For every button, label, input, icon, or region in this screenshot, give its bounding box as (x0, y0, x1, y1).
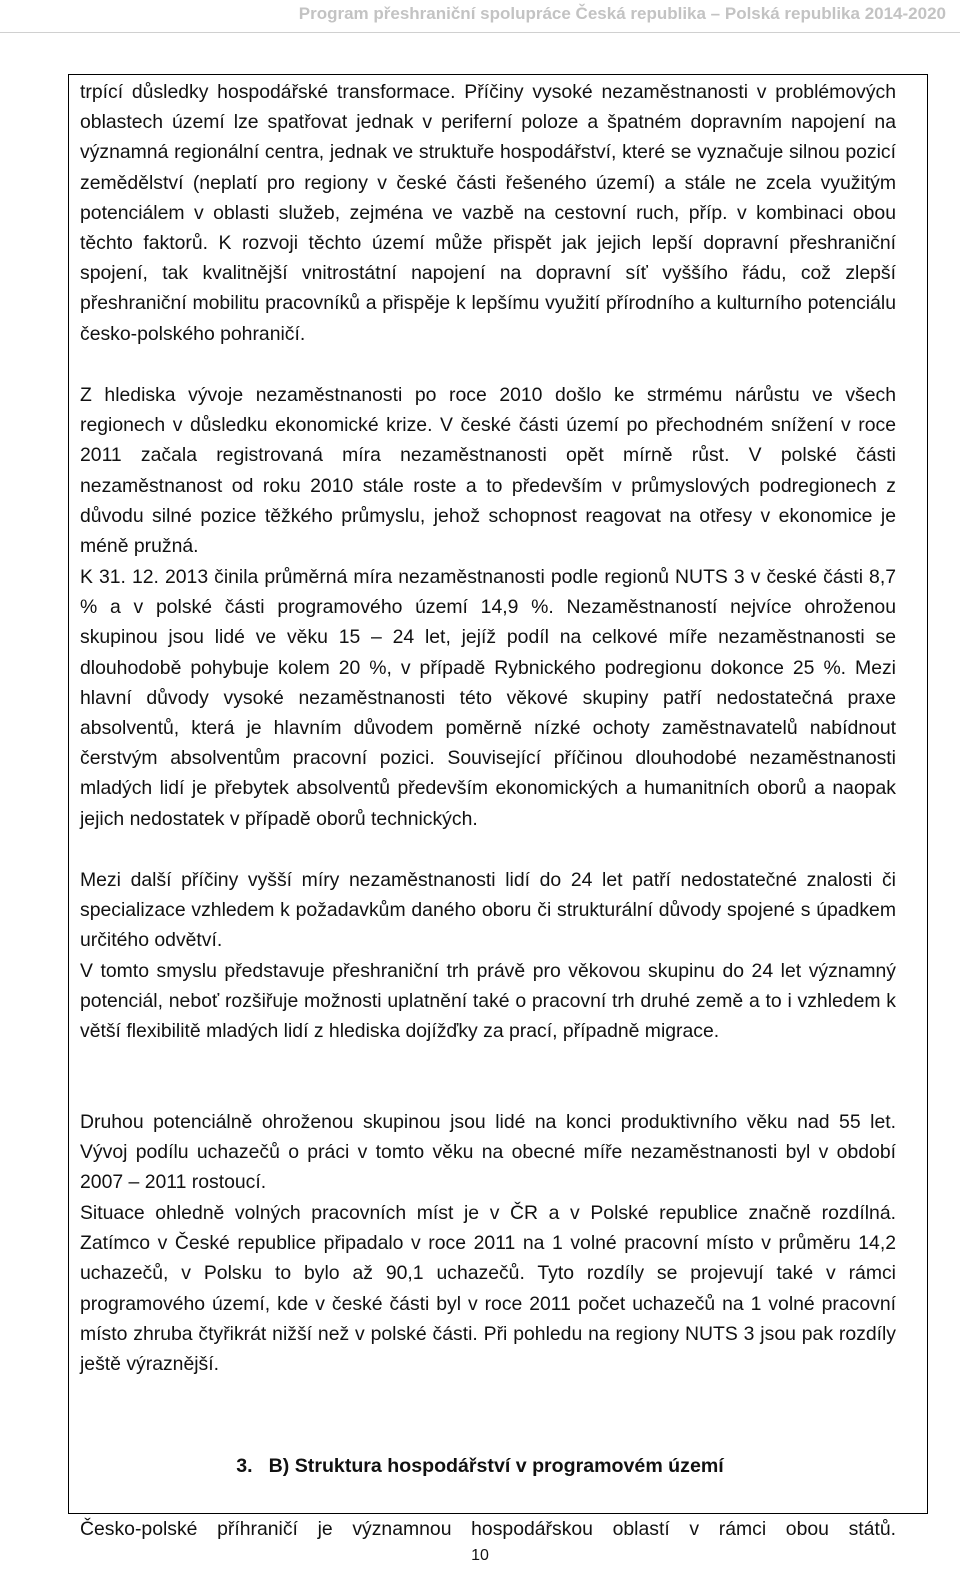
paragraph-further-causes: Mezi další příčiny vyšší míry nezaměstnanosti lidí do 24 let patří nedostatečné znalosti či specializace vzhledem k požadavkům daného oboru či strukturální důvody spojené s úpadkem určitého odvětví. (80, 869, 896, 952)
running-header: Program přeshraniční spolupráce Česká republika – Polská republika 2014-2020 (298, 4, 946, 23)
section-intro-text: Česko-polské příhraničí je významnou hospodářskou oblastí v rámci obou států. (80, 1518, 896, 1540)
paragraph-older-workers: Druhou potenciálně ohroženou skupinou jsou lidé na konci produktivního věku nad 55 let. Vývoj podílu uchazečů o práci v tomto věku na obecné míře nezaměstnanosti byl v období 2007 – 2011 rostoucí. (80, 1111, 896, 1194)
section-title: B) Struktura hospodářství v programovém území (268, 1455, 724, 1477)
page-number: 10 (471, 1547, 489, 1564)
header-rule (0, 32, 960, 33)
section-number: 3. (236, 1455, 253, 1477)
paragraph-unemployment-development: Z hlediska vývoje nezaměstnanosti po roce 2010 došlo ke strmému nárůstu ve všech regionech v důsledku ekonomické krize. V české části území po přechodném snížení v roce 2011 začala registrovaná míra nezaměstnanosti opět mírně růst. V polské části nezaměstnanost od roku 2010 stále roste a to především v průmyslových podregionech z důvodu silné pozice těžkého průmyslu, jehož schopnost reagovat na otřesy v ekonomice je méně pružná. (80, 384, 896, 558)
paragraph-cross-border-market: V tomto smyslu představuje přeshraniční trh právě pro věkovou skupinu do 24 let významný potenciál, neboť rozšiřuje možnosti uplatnění také o pracovní trh druhé země a to i vzhledem k větší flexibilitě mladých lidí z hlediska dojížďky za prací, případně migrace. (80, 960, 896, 1043)
paragraph-unemployment-causes: trpící důsledky hospodářské transformace. Příčiny vysoké nezaměstnanosti v problémových oblastech území lze spatřovat jednak v periferní poloze a špatném dopravním napojení na významná regionální centra, jednak ve struktuře hospodářství, které se vyznačuje silnou pozicí zemědělství (neplatí pro regiony v české části řešeného území) a stále ne zcela využitým potenciálem v oblasti služeb, zejména ve vazbě na cestovní ruch, příp. v kombinaci obou těchto faktorů. K rozvoji těchto území může přispět jak jejich lepší dopravní přeshraniční spojení, tak kvalitnější vnitrostátní napojení na dopravní síť vyššího řádu, což zlepší přeshraniční mobilitu pracovníků a přispěje k lepšímu využití přírodního a kulturního potenciálu česko-polského pohraničí. (80, 81, 896, 345)
paragraph-unemployment-rate: K 31. 12. 2013 činila průměrná míra nezaměstnanosti podle regionů NUTS 3 v české části 8,7 % a v polské části programového území 14,9 %. Nezaměstnaností nejvíce ohroženou skupinou jsou lidé ve věku 15 – 24 let, jejíž podíl na celkové míře nezaměstnanosti se dlouhodobě pohybuje kolem 20 %, v případě Rybnického podregionu dokonce 25 %. Mezi hlavní důvody vysoké nezaměstnanosti této věkové skupiny patří nedostatečná praxe absolventů, která je hlavním důvodem poměrně nízké ochoty zaměstnavatelů nabídnout čerstvým absolventům pracovní pozici. Související příčinou dlouhodobé nezaměstnanosti mladých lidí je přebytek absolventů především ekonomických a humanitních oborů a naopak jejich nedostatek v případě oborů technických. (80, 566, 896, 830)
section-heading (0, 1455, 960, 1478)
paragraph-vacancies: Situace ohledně volných pracovních míst je v ČR a v Polské republice značně rozdílná. Zatímco v České republice připadalo v roce 2011 na 1 volné pracovní místo v průměru 14,2 uchazečů, v Polsku to bylo až 90,1 uchazečů. Tyto rozdíly se projevují také v rámci programového území, kde v české části byl v roce 2011 počet uchazečů na 1 volné pracovní místo zhruba čtyřikrát nižší než v polské části. Při pohledu na regiony NUTS 3 jsou pak rozdíly ještě výraznější. (80, 1202, 896, 1376)
